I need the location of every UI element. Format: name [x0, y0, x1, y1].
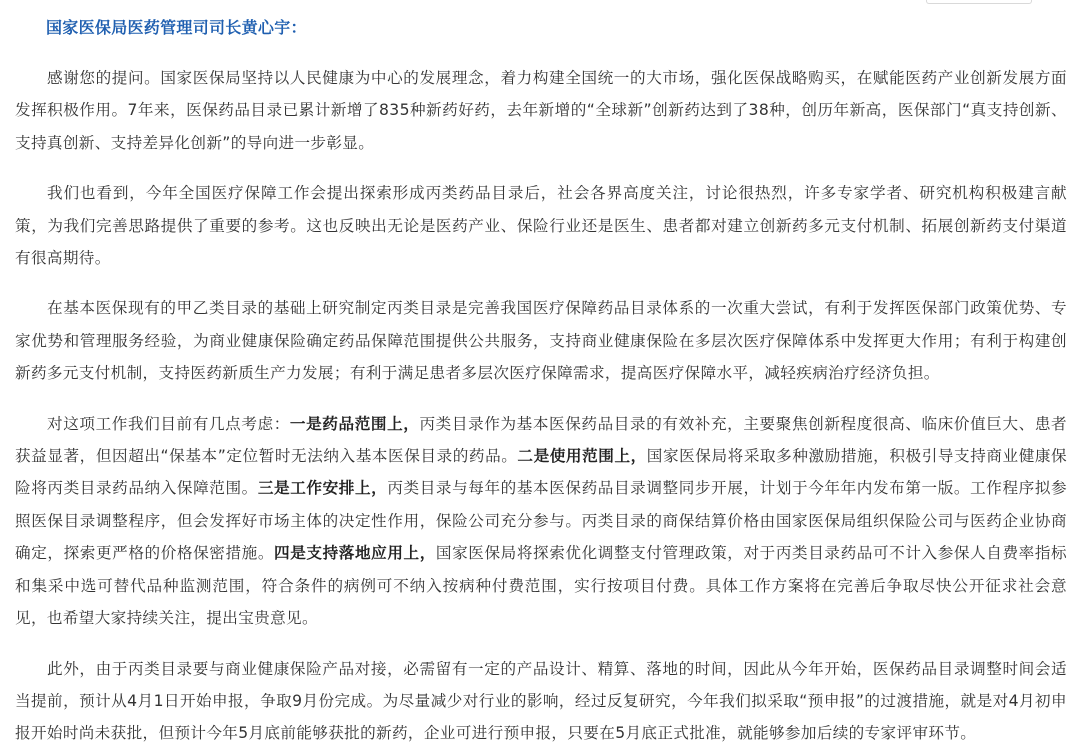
paragraph-3: 在基本医保现有的甲乙类目录的基础上研究制定丙类目录是完善我国医疗保障药品目录体系的一次重大尝试，有利于发挥医保部门政策优势、专家优势和管理服务经验，为商业健康保险确定药品保障范围提供公共服务，支持商业健康保险在多层次医疗保障体系中发挥更大作用；有利于构建创新药多元支付机制，支持医药新质生产力发展；有利于满足患者多层次医疗保障需求，提高医疗保障水平，减轻疾病治疗经济负担。	[15, 299, 1067, 383]
point-2-text: 国家医保局将采取多种激励措施，积极引导支持商业健康保险将丙类目录药品纳入保障范围。	[15, 447, 1067, 498]
article-body	[15, 12, 1067, 750]
speaker-title: 国家医保局医药管理司司长黄心宇：	[46, 18, 307, 37]
paragraph-4	[15, 408, 1067, 635]
point-3-title: 三是工作安排上，	[257, 479, 388, 498]
point-2-title: 二是使用范围上，	[517, 447, 647, 466]
point-4-text: 国家医保局将探索优化调整支付管理政策，对于丙类目录药品可不计入参保人自费率指标和集采中选可替代品种监测范围，符合条件的病例可不纳入按病种付费范围，实行按项目付费。具体工作方案将在完善后争取尽快公开征求社会意见，也希望大家持续关注，提出宝贵意见。	[15, 544, 1067, 628]
paragraph-2: 我们也看到，今年全国医疗保障工作会提出探索形成丙类药品目录后，社会各界高度关注，讨论很热烈，许多专家学者、研究机构积极建言献策，为我们完善思路提供了重要的参考。这也反映出无论是医药产业、保险行业还是医生、患者都对建立创新药多元支付机制、拓展创新药支付渠道有很高期待。	[15, 184, 1067, 268]
point-4-title: 四是支持落地应用上，	[274, 544, 436, 563]
point-1-text: 丙类目录作为基本医保药品目录的有效补充，主要聚焦创新程度很高、临床价值巨大、患者获益显著，但因超出“保基本”定位暂时无法纳入基本医保目录的药品。	[15, 414, 1067, 466]
paragraph-1: 感谢您的提问。国家医保局坚持以人民健康为中心的发展理念，着力构建全国统一的大市场，强化医保战略购买，在赋能医药产业创新发展方面发挥积极作用。7年来，医保药品目录已累计新增了835种新药好药，去年新增的“全球新”创新药达到了38种，创历年新高，医保部门“真支持创新、支持真创新、支持差异化创新”的导向进一步彰显。	[15, 69, 1067, 152]
point-3-text: 丙类目录与每年的基本医保药品目录调整同步开展，计划于今年年内发布第一版。工作程序拟参照医保目录调整程序，但会发挥好市场主体的决定性作用，保险公司充分参与。丙类目录的商保结算价格由国家医保局组织保险公司与医药企业协商确定，探索更严格的价格保密措施。	[15, 479, 1067, 563]
top-edge-element	[926, 0, 1032, 4]
paragraph-5: 此外，由于丙类目录要与商业健康保险产品对接，必需留有一定的产品设计、精算、落地的时间，因此从今年开始，医保药品目录调整时间会适当提前，预计从4月1日开始申报，争取9月份完成。为尽量减少对行业的影响，经过反复研究，今年我们拟采取“预申报”的过渡措施，就是对4月初申报开始时尚未获批，但预计今年5月底前能够获批的新药，企业可进行预申报，只要在5月底正式批准，就能够参加后续的专家评审环节。	[15, 659, 1067, 743]
point-1-title: 一是药品范围上，	[289, 414, 420, 433]
paragraph-4-intro: 对这项工作我们目前有几点考虑：	[47, 414, 290, 433]
